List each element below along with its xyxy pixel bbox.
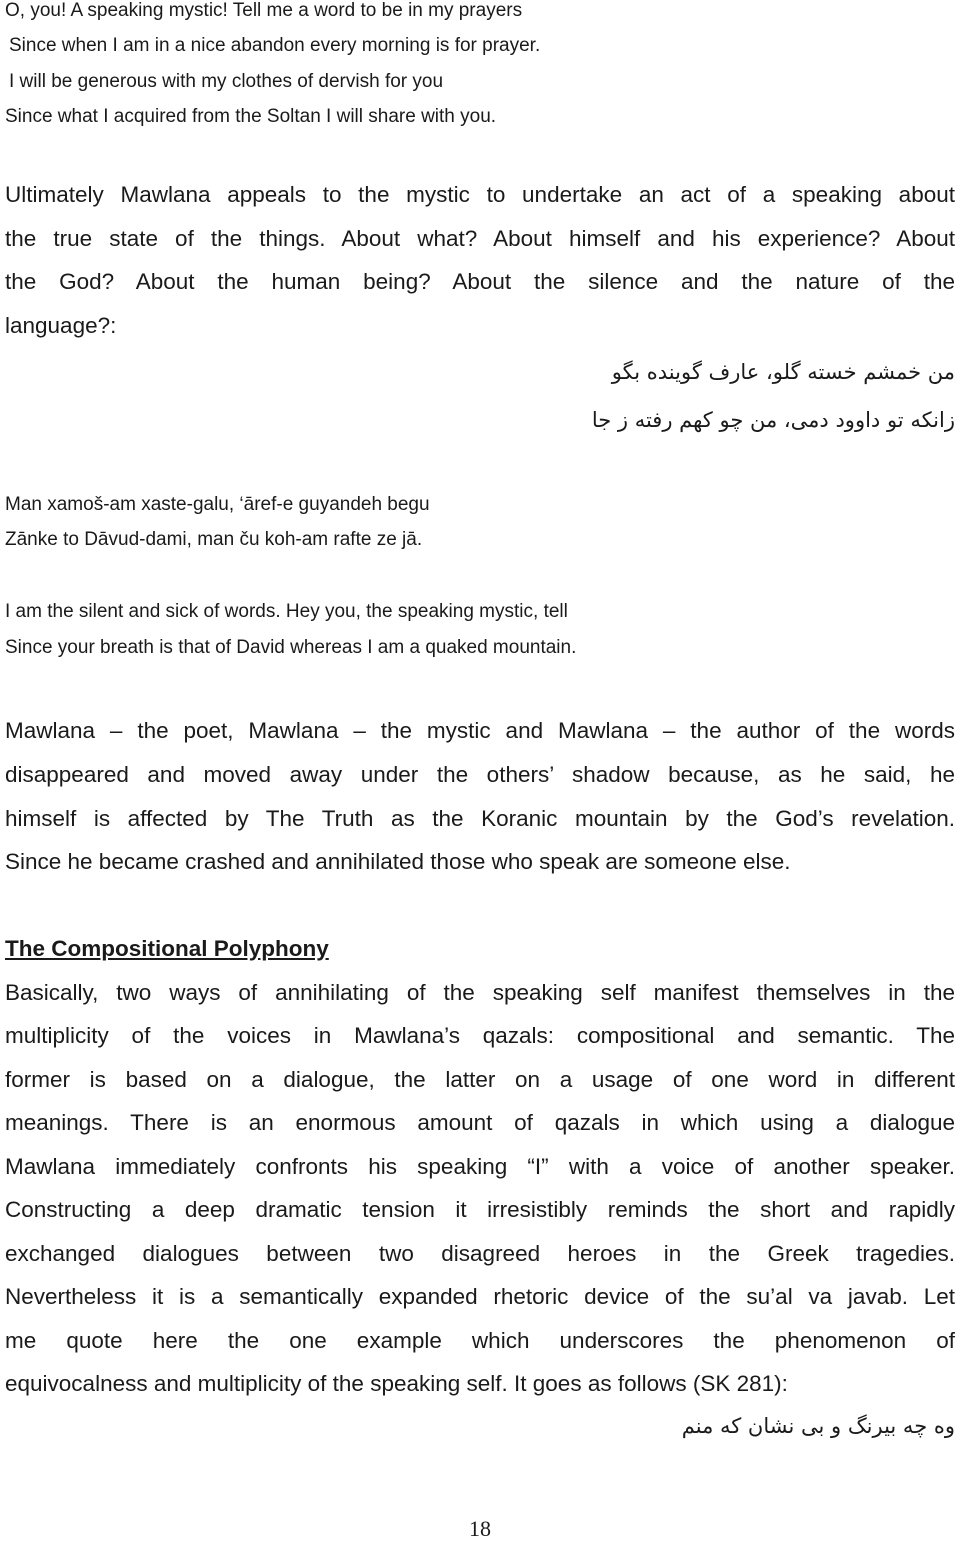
section-heading: The Compositional Polyphony <box>5 936 329 961</box>
transliteration-line-2: Zānke to Dāvud-dami, man ču koh-am rafte ze jā. <box>5 529 423 550</box>
paragraph-1-line-3: the God? About the human being? About the silence and the nature of the <box>5 269 955 294</box>
paragraph-1-line-1: Ultimately Mawlana appeals to the mystic to undertake an act of a speaking about <box>5 182 955 207</box>
paragraph-3-line-8: Nevertheless it is a semantically expanded rhetoric device of the su’al va javab. Let <box>5 1284 955 1309</box>
paragraph-3-line-7: exchanged dialogues between two disagreed heroes in the Greek tragedies. <box>5 1241 955 1266</box>
paragraph-2-line-3: himself is affected by The Truth as the Koranic mountain by the God’s revelation. <box>5 806 955 831</box>
translation-line-1: I am the silent and sick of words. Hey you, the speaking mystic, tell <box>5 601 568 622</box>
paragraph-3-line-5: Mawlana immediately confronts his speaking “I” with a voice of another speaker. <box>5 1154 955 1179</box>
transliteration-line-1: Man xamoš-am xaste-galu, ‘āref-e guyandeh begu <box>5 494 430 515</box>
persian-verse-line-3: وه چه بيرنگ و بی نشان كه منم <box>681 1414 955 1438</box>
paragraph-3-line-6: Constructing a deep dramatic tension it irresistibly reminds the short and rapidly <box>5 1197 955 1222</box>
verse-line-2: Since when I am in a nice abandon every morning is for prayer. <box>9 35 541 56</box>
verse-line-4: Since what I acquired from the Soltan I will share with you. <box>5 106 497 127</box>
paragraph-1-line-2: the true state of the things. About what? About himself and his experience? About <box>5 226 955 251</box>
verse-line-3: I will be generous with my clothes of dervish for you <box>9 71 444 92</box>
page-number: 18 <box>469 1516 491 1541</box>
paragraph-3-line-4: meanings. There is an enormous amount of qazals in which using a dialogue <box>5 1110 955 1135</box>
persian-verse-line-2: زانكه تو داوود دمی، من چو كهم رفته ز جا <box>591 408 955 432</box>
paragraph-3-line-10: equivocalness and multiplicity of the speaking self. It goes as follows (SK 281): <box>5 1371 788 1396</box>
persian-verse-line-1: من خمشم خسته گلو، عارف گوينده بگو <box>611 360 955 384</box>
paragraph-2-line-4: Since he became crashed and annihilated those who speak are someone else. <box>5 849 791 874</box>
paragraph-2-line-2: disappeared and moved away under the others’ shadow because, as he said, he <box>5 762 955 787</box>
paragraph-3-line-3: former is based on a dialogue, the latter on a usage of one word in different <box>5 1067 955 1092</box>
paragraph-1-line-4: language?: <box>5 313 117 338</box>
paragraph-3-line-2: multiplicity of the voices in Mawlana’s qazals: compositional and semantic. The <box>5 1023 955 1048</box>
verse-line-1: O, you! A speaking mystic! Tell me a word to be in my prayers <box>5 0 523 21</box>
paragraph-2-line-1: Mawlana – the poet, Mawlana – the mystic and Mawlana – the author of the words <box>5 718 955 743</box>
paragraph-3-line-9: me quote here the one example which underscores the phenomenon of <box>5 1328 955 1353</box>
paragraph-3-line-1: Basically, two ways of annihilating of the speaking self manifest themselves in the <box>5 980 955 1005</box>
translation-line-2: Since your breath is that of David whereas I am a quaked mountain. <box>5 637 577 658</box>
